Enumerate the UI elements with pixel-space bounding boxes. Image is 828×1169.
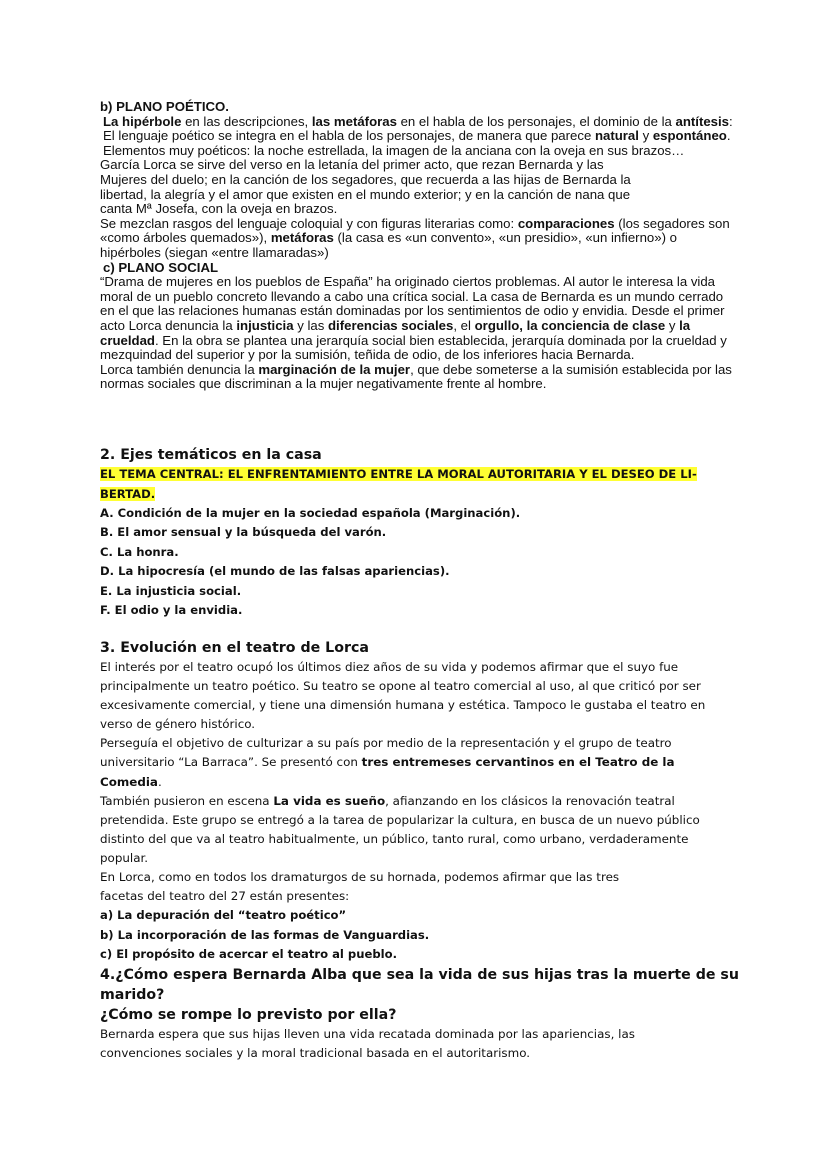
list-item: E. La injusticia social. [100,583,242,598]
text-line: También pusieron en escena La vida es sueño, afianzando en los clásicos la renovación teatral [100,793,675,808]
text-line: principalmente un teatro poético. Su teatro se opone al teatro comercial al uso, al que criticó por ser [100,679,701,694]
text-line: El interés por el teatro ocupó los últimos diez años de su vida y podemos afirmar que el suyo fue [100,660,679,674]
text-line: popular. [100,850,149,865]
list-item: A. Condición de la mujer en la sociedad española (Marginación). [100,506,521,520]
ejes-section [100,445,740,620]
list-item: F. El odio y la envidia. [100,603,243,618]
text-line: pretendida. Este grupo se entregó a la tarea de popularizar la cultura, en busca de un nuevo público [100,812,700,827]
ejes-heading: 2. Ejes temáticos en la casa [100,447,322,463]
list-item: c) El propósito de acercar el teatro al pueblo. [100,947,397,962]
text-line: universitario “La Barraca”. Se presentó con tres entremeses cervantinos en el Teatro de la Comedia. [100,755,675,789]
figuras-paragraph: Se mezclan rasgos del lenguaje coloquial y con figuras literarias como: comparaciones (los segadores son «como árboles quemados»), metáforas (la casa es «un convento», «un presidio», «un infierno») o hipérboles (siegan «entre llamaradas») [100,215,730,260]
plano-social-paragraph: “Drama de mujeres en los pueblos de España” ha originado ciertos problemas. Al autor le interesa la vida moral de un pueblo concreto llevando a cabo una crítica social. La casa de Bernarda es un mundo cerrado en el que las relaciones humanas están dominadas por los sentimientos de odio y envidia. Desde el primer acto Lorca denuncia la injusticia y las diferencias sociales, el orgullo, la conciencia de clase y la crueldad. En la obra se plantea una jerarquía social bien establecida, jerarquía dominada por la crueldad y mezquindad del superior y por la sumisión, teñida de odio, de los inferiores hacia Bernarda. [100,274,727,363]
list-item: C. La honra. [100,544,179,559]
list-item: B. El amor sensual y la búsqueda del varón. [100,525,387,540]
text-line: verso de género histórico. [100,717,256,732]
plano-social-heading: c) PLANO SOCIAL [103,259,219,275]
list-item: a) La depuración del “teatro poético” [100,908,347,923]
text-line: distinto del que va al teatro habitualmente, un público, tanto rural, como urbano, verdaderamente [100,831,689,846]
verso-line: Mujeres del duelo; en la canción de los segadores, que recuerda a las hijas de Bernarda la [100,171,631,187]
tema-central-highlight: BERTAD. [100,486,156,501]
plano-poetico-paragraph: La hipérbole en las descripciones, las metáforas en el habla de los personajes, el dominio de la antítesis: El lenguaje poético se integra en el habla de los personajes, de manera que parece natural y espontáneo. Elementos muy poéticos: la noche estrellada, la imagen de la anciana con la oveja en sus brazos… [103,113,733,158]
planos-section [100,100,740,392]
list-item: b) La incorporación de las formas de Vanguardias. [100,927,430,942]
pregunta4-section [100,965,740,1063]
text-line: convenciones sociales y la moral tradicional basada en el autoritarismo. [100,1046,531,1061]
evolucion-heading: 3. Evolución en el teatro de Lorca [100,640,369,656]
pregunta4-heading: ¿Cómo se rompe lo previsto por ella? [100,1007,397,1023]
text-line: Bernarda espera que sus hijas lleven una vida recatada dominada por las apariencias, las [100,1027,635,1041]
evolucion-section [100,638,740,964]
text-line: Perseguía el objetivo de culturizar a su país por medio de la representación y el grupo de teatro [100,736,672,751]
pregunta4-heading: 4.¿Cómo espera Bernarda Alba que sea la vida de sus hijas tras la muerte de su marido? [100,967,739,1003]
plano-poetico-heading: b) PLANO POÉTICO. [100,99,229,114]
verso-line: García Lorca se sirve del verso en la letanía del primer acto, que rezan Bernarda y las [100,157,604,173]
list-item: D. La hipocresía (el mundo de las falsas apariencias). [100,564,450,579]
marginacion-paragraph: Lorca también denuncia la marginación de la mujer, que debe someterse a la sumisión establecida por las normas sociales que discriminan a la mujer negativamente frente al hombre. [100,361,732,392]
text-line: En Lorca, como en todos los dramaturgos de su hornada, podemos afirmar que las tres [100,870,620,885]
text-line: excesivamente comercial, y tiene una dimensión humana y estética. Tampoco le gustaba el teatro en [100,698,706,713]
verso-line: libertad, la alegría y el amor que existen en el mundo exterior; y en la canción de nana que [100,186,631,202]
tema-central-highlight: EL TEMA CENTRAL: EL ENFRENTAMIENTO ENTRE LA MORAL AUTORITARIA Y EL DESEO DE LI- [100,467,697,481]
text-line: facetas del teatro del 27 están presentes: [100,889,350,904]
verso-line: canta Mª Josefa, con la oveja en brazos. [100,201,338,217]
